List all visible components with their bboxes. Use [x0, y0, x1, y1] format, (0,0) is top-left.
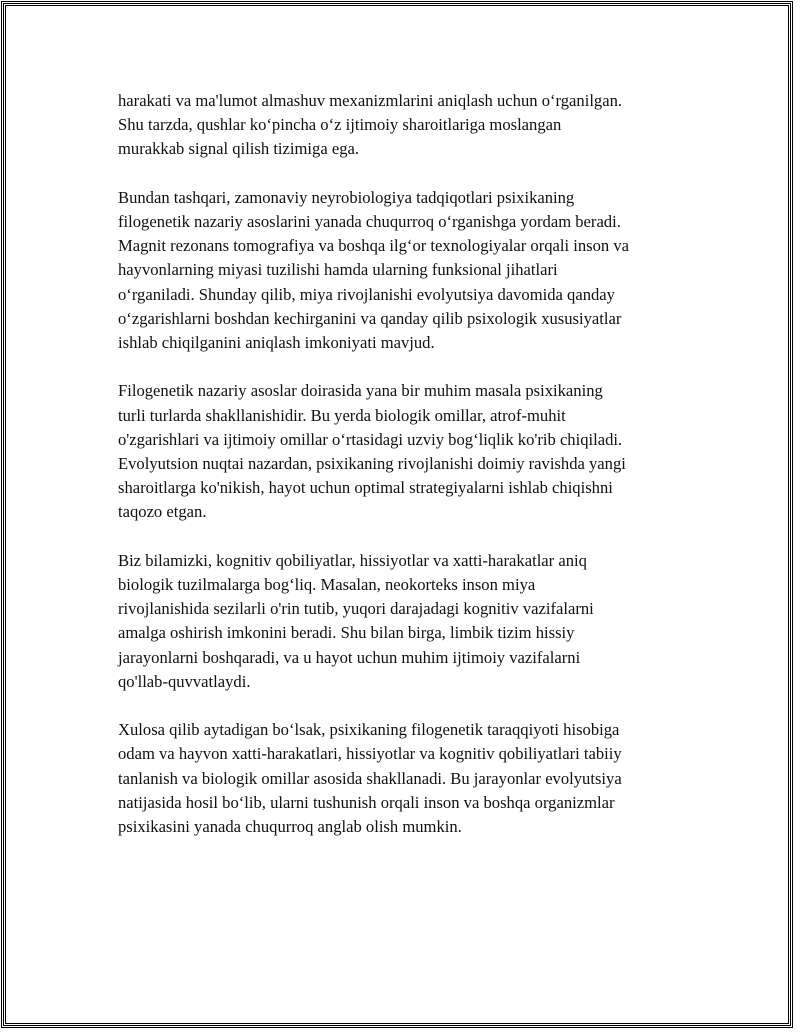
paragraph: harakati va ma'lumot almashuv mexanizmlarini aniqlash uchun o‘rganilgan. Shu tarzda, qushlar ko‘pincha o‘z ijtimoiy sharoitlariga moslangan murakkab signal qilish tizimiga ega.: [118, 91, 623, 159]
paragraph: Xulosa qilib aytadigan bo‘lsak, psixikaning filogenetik taraqqiyoti hisobiga odam va hayvon xatti-harakatlari, hissiyotlar va kognitiv qobiliyatlari tabiiy tanlanish va biologik omillar asosida shakllanadi. Bu jarayonlar evolyutsiya natijasida hosil bo‘lib, ularni tushunish orqali inson va boshqa organizmlar psixikasini yanada chuqurroq anglab olish mumkin.: [118, 720, 622, 837]
paragraph: Bundan tashqari, zamonaviy neyrobiologiya tadqiqotlari psixikaning filogenetik nazariy asoslarini yanada chuqurroq o‘rganishga yordam beradi. Magnit rezonans tomografiya va boshqa ilg‘or texnologiyalar orqali inson va hayvonlarning miyasi tuzilishi hamda ularning funksional jihatlari o‘rganiladi. Shunday qilib, miya rivojlanishi evolyutsiya davomida qanday o‘zgarishlarni boshdan kechirganini va qanday qilib psixologik xususiyatlar ishlab chiqilganini aniqlash imkoniyati mavjud.: [118, 187, 630, 353]
paragraph: Biz bilamizki, kognitiv qobiliyatlar, hissiyotlar va xatti-harakatlar aniq biologik tuzilmalarga bog‘liq. Masalan, neokorteks inson miya rivojlanishida sezilarli o'rin tutib, yuqori darajadagi kognitiv vazifalarni amalga oshirish imkonini beradi. Shu bilan birga, limbik tizim hissiy jarayonlarni boshqaradi, va u hayot uchun muhim ijtimoiy vazifalarni qo'llab-quvvatlaydi.: [118, 550, 594, 691]
document-body: [118, 89, 708, 863]
paragraph: Filogenetik nazariy asoslar doirasida yana bir muhim masala psixikaning turli turlarda shakllanishidir. Bu yerda biologik omillar, atrof-muhit o'zgarishlari va ijtimoiy omillar o‘rtasidagi uzviy bog‘liqlik ko'rib chiqiladi. Evolyutsion nuqtai nazardan, psixikaning rivojlanishi doimiy ravishda yangi sharoitlarga ko'nikish, hayot uchun optimal strategiyalarni ishlab chiqishni taqozo etgan.: [118, 381, 626, 522]
